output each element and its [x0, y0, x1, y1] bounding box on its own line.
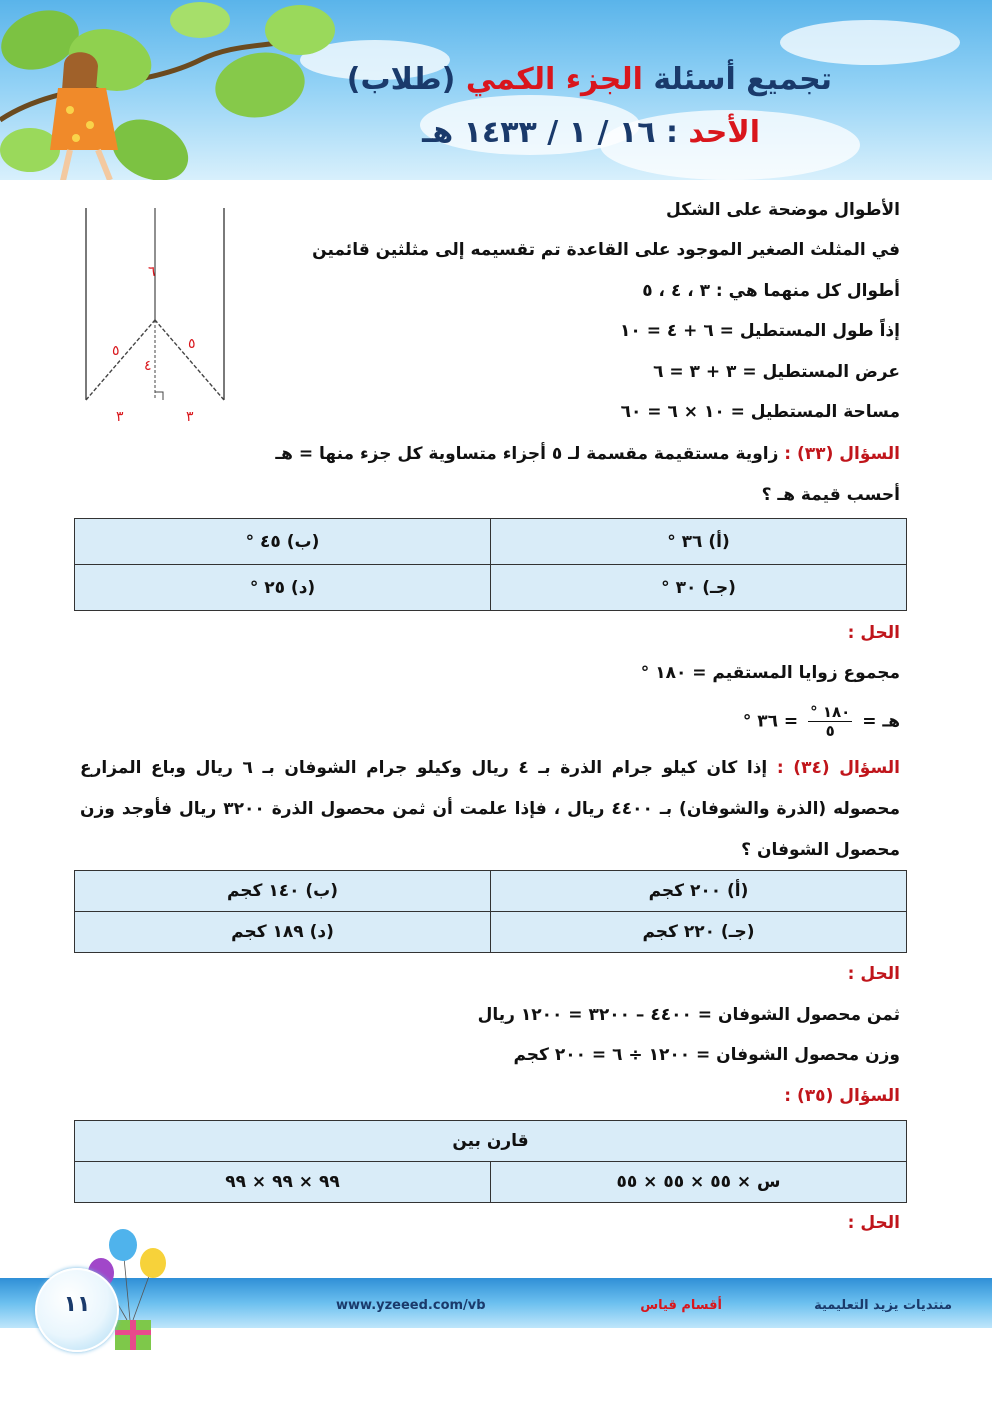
option-b[interactable]: (ب) ١٤٠ كجم	[75, 871, 491, 912]
solution-label: الحل :	[847, 964, 900, 984]
page-title: تجميع أسئلة الجزء الكمي (طلاب)	[346, 62, 832, 97]
option-c[interactable]: (جـ) ٣٠ °	[491, 565, 907, 611]
option-a[interactable]: (أ) ٢٠٠ كجم	[491, 871, 907, 912]
question-33: السؤال (٣٣) : زاوية مستقيمة مقسمة لـ ٥ أجزاء متساوية كل جزء منها = هـ	[275, 444, 900, 464]
solution-line: مساحة المستطيل = ١٠ × ٦ = ٦٠	[620, 402, 900, 422]
compare-header: قارن بين	[75, 1121, 907, 1162]
question-33-ask: أحسب قيمة هـ ؟	[761, 485, 900, 505]
question-35: السؤال (٣٥) :	[784, 1086, 900, 1106]
option-b[interactable]: (ب) ٤٥ °	[75, 519, 491, 565]
fraction-denominator: ٥	[825, 722, 835, 740]
compare-col-b: ٩٩ × ٩٩ × ٩٩	[75, 1162, 491, 1203]
footer-section: أقسام قياس	[640, 1298, 722, 1313]
solution-label: الحل :	[847, 1213, 900, 1233]
solution-line: إذاً طول المستطيل = ٦ + ٤ = ١٠	[620, 321, 900, 341]
q34-options-table	[74, 870, 907, 953]
diagram-label-mid: ٤	[144, 358, 152, 374]
solution-line: وزن محصول الشوفان = ١٢٠٠ ÷ ٦ = ٢٠٠ كجم	[513, 1045, 900, 1065]
option-d[interactable]: (د) ٢٥ °	[75, 565, 491, 611]
footer-url[interactable]: www.yzeeed.com/vb	[336, 1298, 486, 1313]
q35-compare-table	[74, 1120, 907, 1203]
option-d[interactable]: (د) ١٨٩ كجم	[75, 912, 491, 953]
solution-line: الأطوال موضحة على الشكل	[666, 200, 900, 220]
rectangle-triangle-diagram	[70, 200, 240, 430]
q33-options-table	[74, 518, 907, 611]
diagram-label-bottom-left: ٣	[116, 409, 124, 425]
page-number: ١١	[63, 1292, 91, 1317]
diagram-label-right: ٥	[188, 336, 196, 352]
footer-site-name: منتديات يزيد التعليمية	[814, 1298, 952, 1313]
solution-label: الحل :	[847, 623, 900, 643]
solution-line: مجموع زوايا المستقيم = ١٨٠ °	[640, 663, 900, 683]
fraction-equation: هـ = ١٨٠ ° ٥ = ٣٦ °	[742, 703, 900, 740]
diagram-label-top: ٦	[148, 264, 156, 280]
option-c[interactable]: (جـ) ٢٢٠ كجم	[491, 912, 907, 953]
leaves-girl-illustration	[0, 0, 340, 180]
page-date: الأحد : ١٦ / ١ / ١٤٣٣ هـ	[422, 115, 760, 150]
diagram-label-bottom-right: ٣	[186, 409, 194, 425]
option-a[interactable]: (أ) ٣٦ °	[491, 519, 907, 565]
solution-line: عرض المستطيل = ٣ + ٣ = ٦	[653, 362, 900, 382]
solution-line: في المثلث الصغير الموجود على القاعدة تم تقسيمه إلى مثلثين قائمين	[312, 240, 900, 260]
compare-col-a: س × ٥٥ × ٥٥ × ٥٥	[491, 1162, 907, 1203]
diagram-label-left: ٥	[112, 343, 120, 359]
solution-line: ثمن محصول الشوفان = ٤٤٠٠ – ٣٢٠٠ = ١٢٠٠ ريال	[477, 1005, 900, 1025]
solution-line: أطوال كل منهما هي : ٣ ، ٤ ، ٥	[642, 281, 900, 301]
page-number-badge	[35, 1268, 119, 1352]
question-34: السؤال (٣٤) : إذا كان كيلو جرام الذرة بـ ٤ ريال وكيلو جرام الشوفان بـ ٦ ريال وباع المزارع محصوله (الذرة والشوفان) بـ ٤٤٠٠ ريال ، فإذا علمت أن ثمن محصول الذرة ٣٢٠٠ ريال فأوجد وزن محصول الشوفان ؟	[80, 758, 901, 860]
fraction-numerator: ١٨٠ °	[810, 703, 851, 721]
